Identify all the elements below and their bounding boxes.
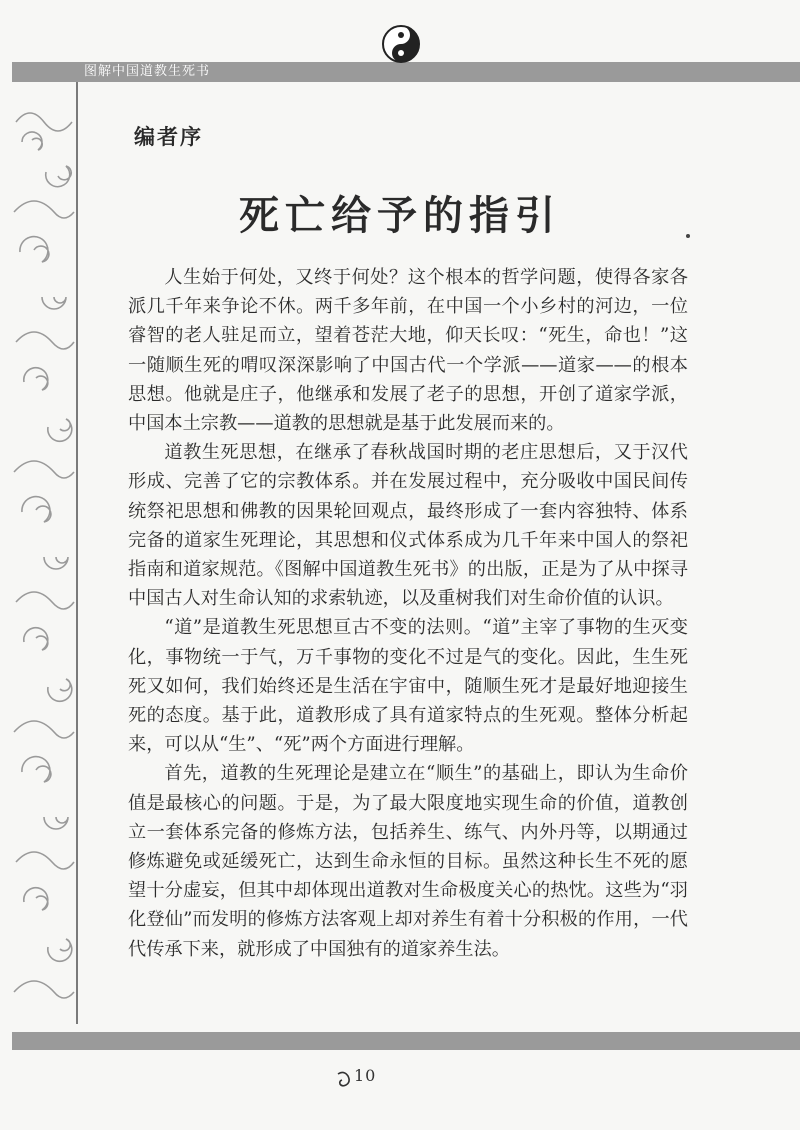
paragraph-2: 道教生死思想，在继承了春秋战国时期的老庄思想后，又于汉代形成、完善了它的宗教体系。并在发展过程中，充分吸收中国民间传统祭祀思想和佛教的因果轮回观点，最终形成了一套内容独特、体系完备的道家生死理论，其思想和仪式体系成为几千年来中国人的祭祀指南和道家规范。《图解中国道教生死书》的出版，正是为了从中探寻中国古人对生命认知的求索轨迹，以及重树我们对生命价值的认识。 bbox=[128, 442, 688, 610]
page-title: 死亡给予的指引 bbox=[239, 193, 561, 239]
paragraph-3: “道”是道教生死思想亘古不变的法则。“道”主宰了事物的生灭变化，事物统一于气，万千事物的变化不过是气的变化。因此，生生死死又如何，我们始终还是生活在宇宙中，随顺生死才是最好地迎接生死的态度。基于此，道教形成了具有道家特点的生死观。整体分析起来，可以从“生”、“死”两个方面进行理解。 bbox=[128, 617, 688, 756]
paragraph-4: 首先，道教的生死理论是建立在“顺生”的基础上，即认为生命价值是最核心的问题。于是，为了最大限度地实现生命的价值，道教创立一套体系完备的修炼方法，包括养生、练气、内外丹等，以期通过修炼避免或延缓死亡，达到生命永恒的目标。虽然这种长生不死的愿望十分虚妄，但其中却体现出道教对生命极度关心的热忱。这些为“羽化登仙”而发明的修炼方法客观上却对养生有着十分积极的作用，一代代传承下来，就形成了中国独有的道家养生法。 bbox=[128, 763, 688, 960]
ink-dot bbox=[686, 234, 690, 238]
taiji-icon bbox=[381, 24, 421, 64]
paragraph-1: 人生始于何处，又终于何处？这个根本的哲学问题，使得各家各派几千年来争论不休。两千多年前，在中国一个小乡村的河边，一位睿智的老人驻足而立，望着苍茫大地，仰天长叹：“死生，命也！”这一随顺生死的喟叹深深影响了中国古代一个学派——道家——的根本思想。他就是庄子，他继承和发展了老子的思想，开创了道家学派，中国本土宗教——道教的思想就是基于此发展而来的。 bbox=[128, 267, 688, 435]
body-text bbox=[128, 263, 688, 964]
running-head: 图解中国道教生死书 bbox=[84, 64, 211, 79]
page-number: 10 bbox=[354, 1066, 377, 1085]
footer-band bbox=[12, 1032, 800, 1050]
section-label: 编者序 bbox=[134, 125, 203, 149]
